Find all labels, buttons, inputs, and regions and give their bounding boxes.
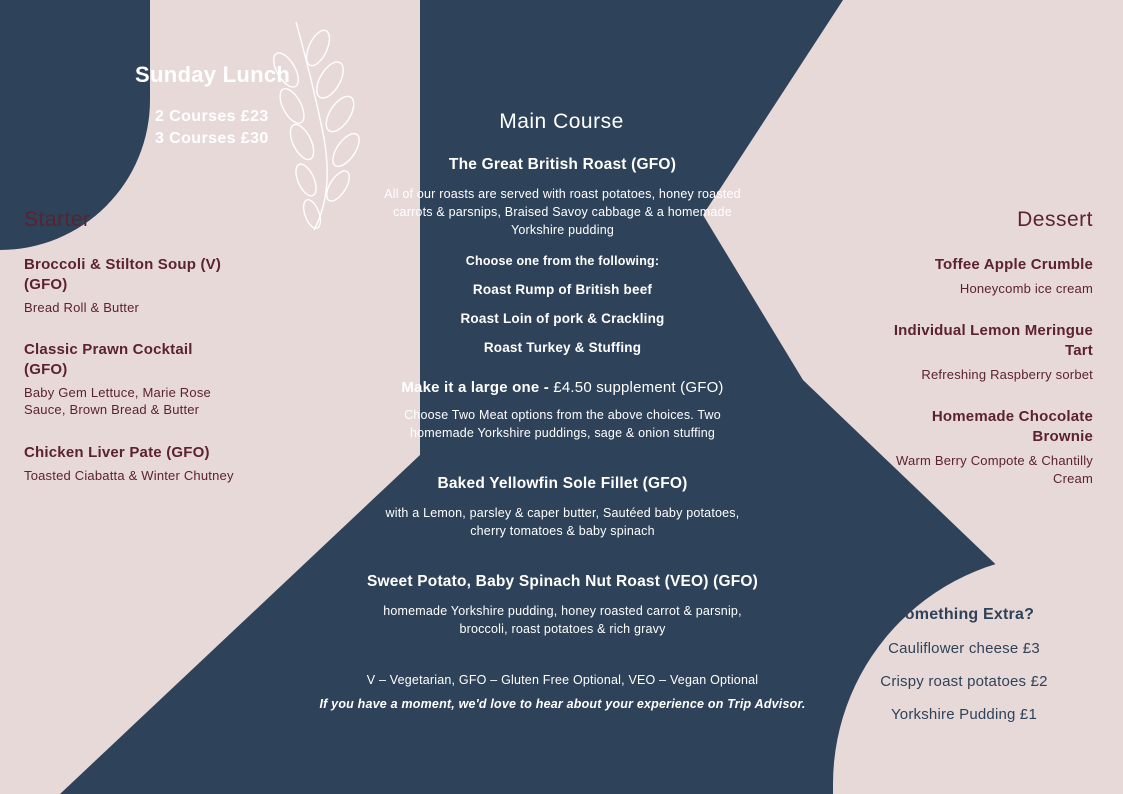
- dessert-list: [873, 255, 1093, 511]
- main-course-list: [310, 155, 815, 711]
- main-course-section-header: Main Course: [499, 110, 624, 133]
- main-roast-desc: All of our roasts are served with roast potatoes, honey roasted carrots & parsnips, Braised Savoy cabbage & a homemade Yorkshire pudding: [384, 187, 741, 238]
- main-roast-option: Roast Loin of pork & Crackling: [460, 310, 665, 326]
- list-item: [873, 407, 1093, 487]
- make-it-large-rest: £4.50 supplement (GFO): [548, 378, 724, 396]
- main-item-name: Sweet Potato, Baby Spinach Nut Roast (VEO) (GFO): [366, 573, 759, 591]
- starter-list: [24, 255, 239, 508]
- dietary-key-footnote: V – Vegetarian, GFO – Gluten Free Optional, VEO – Vegan Optional: [366, 672, 759, 687]
- main-roast-option: Roast Rump of British beef: [472, 281, 653, 297]
- price-2-courses: 2 Courses £23: [155, 108, 269, 125]
- extra-item: Yorkshire Pudding £1: [890, 706, 1038, 723]
- dessert-item-name: Toffee Apple Crumble: [934, 256, 1093, 273]
- starter-item-desc: Toasted Ciabatta & Winter Chutney: [24, 467, 234, 483]
- starter-item-desc: Baby Gem Lettuce, Marie Rose Sauce, Brown Bread & Butter: [24, 384, 211, 418]
- main-item-desc: with a Lemon, parsley & caper butter, Sautéed baby potatoes, cherry tomatoes & baby spinach: [385, 505, 740, 539]
- dessert-item-name: Homemade Chocolate Brownie: [931, 408, 1093, 446]
- tripadvisor-note: If you have a moment, we'd love to hear about your experience on Trip Advisor.: [319, 696, 806, 711]
- starter-item-name: Chicken Liver Pate (GFO): [24, 443, 210, 461]
- make-it-large-bold: Make it a large one -: [401, 378, 549, 396]
- dessert-item-desc: Refreshing Raspberry sorbet: [921, 366, 1093, 382]
- starter-section-header: Starter: [24, 208, 91, 231]
- something-extra-list: [839, 606, 1089, 739]
- main-roast-option: Roast Turkey & Stuffing: [483, 339, 642, 355]
- list-item: [24, 340, 239, 419]
- main-roast-name: The Great British Roast (GFO): [448, 156, 677, 173]
- starter-item-name: Classic Prawn Cocktail (GFO): [24, 341, 193, 378]
- main-roast-choose-label: Choose one from the following:: [465, 253, 660, 268]
- dessert-section-header: Dessert: [1017, 208, 1093, 231]
- menu-title-block: [135, 62, 435, 149]
- main-item-name: Baked Yellowfin Sole Fillet (GFO): [437, 474, 688, 492]
- something-extra-title: Something Extra?: [893, 606, 1035, 623]
- list-item: [873, 255, 1093, 297]
- make-it-large-desc: Choose Two Meat options from the above choices. Two homemade Yorkshire puddings, sage & onion stuffing: [404, 407, 721, 440]
- dessert-item-name: Individual Lemon Meringue Tart: [893, 322, 1093, 360]
- list-item: [24, 255, 239, 316]
- extra-item: Crispy roast potatoes £2: [880, 673, 1048, 690]
- list-item: [24, 443, 239, 484]
- starter-item-name: Broccoli & Stilton Soup (V) (GFO): [24, 256, 222, 293]
- dessert-item-desc: Honeycomb ice cream: [959, 280, 1093, 296]
- extra-item: Cauliflower cheese £3: [888, 640, 1040, 657]
- dessert-item-desc: Warm Berry Compote & Chantilly Cream: [896, 453, 1093, 486]
- starter-item-desc: Bread Roll & Butter: [24, 299, 140, 315]
- price-3-courses: 3 Courses £30: [155, 129, 269, 147]
- page-title: Sunday Lunch: [135, 62, 291, 87]
- main-item-desc: homemade Yorkshire pudding, honey roasted carrot & parsnip, broccoli, roast potatoes & rich gravy: [383, 604, 742, 637]
- make-it-large-line: [310, 379, 815, 396]
- list-item: [873, 321, 1093, 383]
